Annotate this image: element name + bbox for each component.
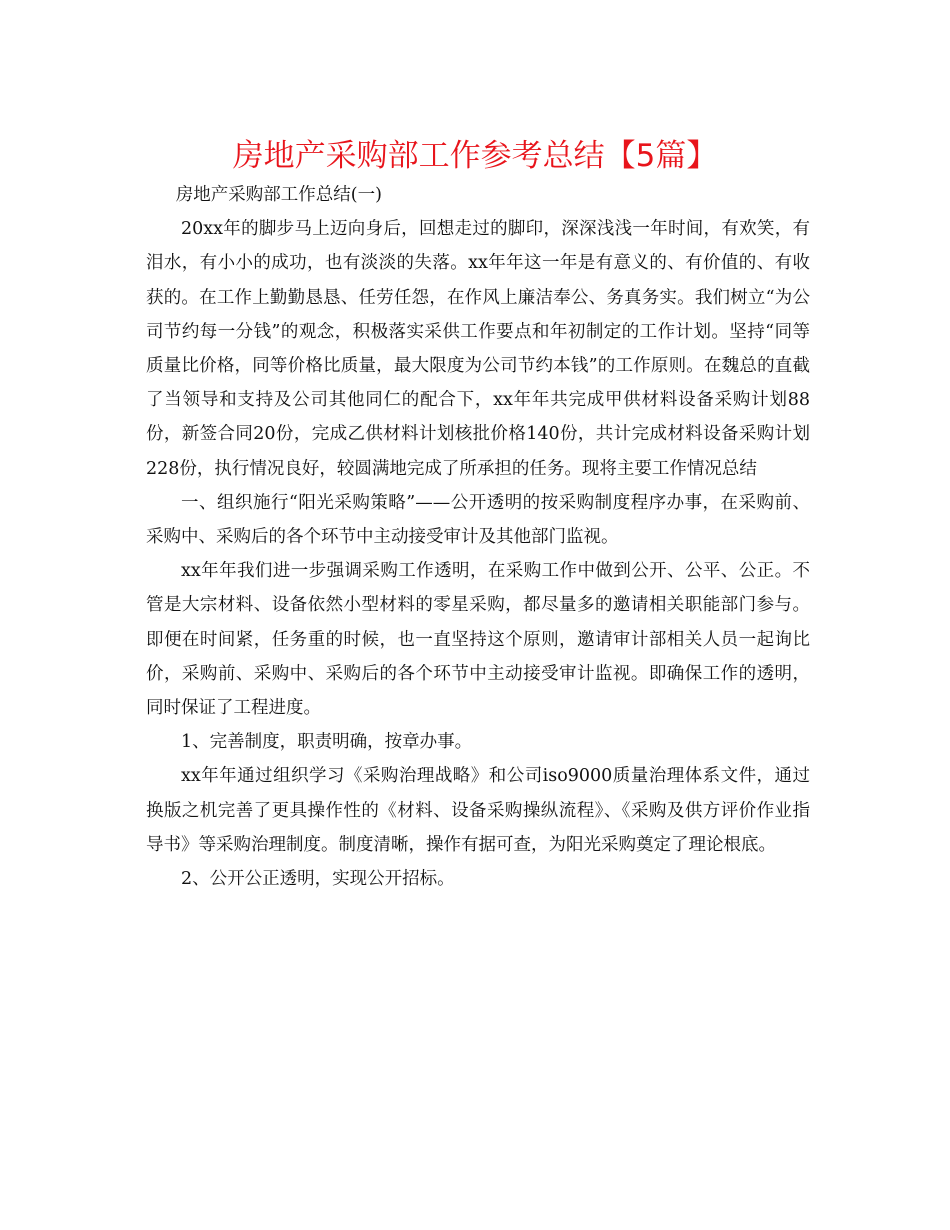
paragraph-section-one: 一、组织施行“阳光采购策略”——公开透明的按采购制度程序办事，在采购前、采购中、采购后的各个环节中主动接受审计及其他部门监视。 bbox=[146, 492, 810, 548]
paragraph-intro: 20xx年的脚步马上迈向身后，回想走过的脚印，深深浅浅一年时间，有欢笑，有泪水，有小小的成功，也有淡淡的失落。xx年年这一年是有意义的、有价值的、有收获的。在工作上勤勤恳恳、任劳任怨，在作风上廉洁奉公、务真务实。我们树立“为公司节约每一分钱”的观念，积极落实采供工作要点和年初制定的工作计划。坚持“同等质量比价格，同等价格比质量，最大限度为公司节约本钱”的工作原则。在魏总的直截了当领导和支持及公司其他同仁的配合下，xx年年共完成甲供材料设备采购计划88份，新签合同20份，完成乙供材料计划核批价格140份，共计完成材料设备采购计划228份，执行情况良好，较圆满地完成了所承担的任务。现将主要工作情况总结 bbox=[146, 219, 810, 479]
paragraph-point-two: 2、公开公正透明，实现公开招标。 bbox=[181, 869, 455, 890]
section-subtitle: 房地产采购部工作总结(一) bbox=[175, 185, 382, 205]
document-title: 房地产采购部工作参考总结【5篇】 bbox=[232, 138, 718, 174]
paragraph-system-improvement: xx年年通过组织学习《采购治理战略》和公司iso9000质量治理体系文件，通过换版之机完善了更具操作性的《材料、设备采购操纵流程》、《采购及供方评价作业指导书》等采购治理制度。制度清晰，操作有据可查，为阳光采购奠定了理论根底。 bbox=[146, 766, 810, 855]
paragraph-transparency: xx年年我们进一步强调采购工作透明，在采购工作中做到公开、公平、公正。不管是大宗材料、设备依然小型材料的零星采购，都尽量多的邀请相关职能部门参与。即便在时间紧，任务重的时候，也一直坚持这个原则，邀请审计部相关人员一起询比价，采购前、采购中、采购后的各个环节中主动接受审计监视。即确保工作的透明，同时保证了工程进度。 bbox=[146, 561, 810, 719]
paragraph-point-one: 1、完善制度，职责明确，按章办事。 bbox=[181, 732, 473, 753]
document-body bbox=[146, 178, 810, 896]
